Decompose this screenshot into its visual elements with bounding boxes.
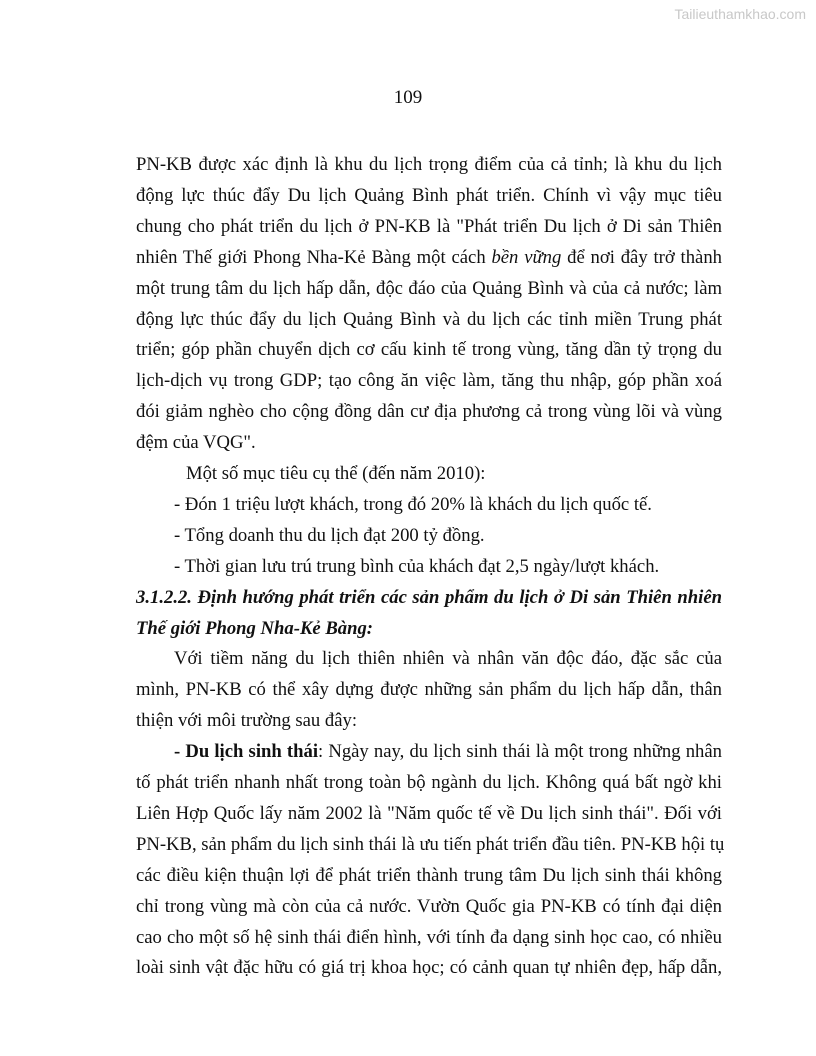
text-line (174, 524, 722, 548)
text-line (136, 400, 722, 424)
text-line (136, 338, 722, 362)
text-line (174, 555, 722, 579)
text-line (136, 864, 722, 888)
section-heading-text: Thế giới Phong Nha-Kẻ Bàng: (136, 617, 374, 639)
text-line (136, 709, 722, 733)
text-line (136, 771, 722, 795)
text-segment: tố phát triển nhanh nhất trong toàn bộ ngành du lịch. Không quá bất ngờ khi (136, 772, 722, 793)
text-segment: nhiên Thế giới Phong Nha-Kẻ Bàng một cách (136, 246, 492, 268)
text-segment: đệm của VQG". (136, 432, 256, 454)
text-line (136, 833, 725, 857)
text-segment: chung cho phát triển du lịch ở PN-KB là "Phát triển Du lịch ở Di sản Thiên (136, 215, 722, 237)
text-segment: động lực thúc đẩy du lịch Quảng Bình và du lịch các tỉnh miền Trung phát (136, 308, 722, 330)
text-line (136, 184, 722, 208)
text-line (136, 246, 722, 270)
text-line (136, 926, 722, 950)
text-segment: PN-KB được xác định là khu du lịch trọng điểm của cả tỉnh; là khu du lịch (136, 154, 722, 175)
text-line (136, 678, 722, 702)
text-segment: một trung tâm du lịch hấp dẫn, độc đáo của Quảng Bình và của cả nước; làm (136, 277, 722, 299)
text-segment: : Ngày nay, du lịch sinh thái là một trong những nhân (318, 741, 722, 763)
text-line (136, 802, 722, 826)
text-segment: đói giảm nghèo cho cộng đồng dân cư địa phương cả trong vùng lõi và vùng (136, 401, 722, 423)
text-segment: lịch-dịch vụ trong GDP; tạo công ăn việc làm, tăng thu nhập, góp phần xoá (136, 370, 722, 392)
text-line (136, 586, 722, 610)
text-line (186, 462, 722, 486)
text-segment: loài sinh vật đặc hữu có giá trị khoa học; có cảnh quan tự nhiên đẹp, hấp dẫn, (136, 957, 722, 979)
watermark: Tailieuthamkhao.com (674, 6, 806, 22)
text-line (136, 956, 722, 980)
text-segment: mình, PN-KB có thể xây dựng được những sản phẩm du lịch hấp dẫn, thân (136, 679, 722, 701)
text-segment: cao cho một số hệ sinh thái điển hình, với tính đa dạng sinh học cao, có nhiều (136, 926, 722, 948)
bold-term: - Du lịch sinh thái (174, 741, 319, 763)
text-segment: - Tổng doanh thu du lịch đạt 200 tỷ đồng. (174, 524, 485, 546)
text-line (136, 153, 722, 177)
text-line (174, 493, 722, 517)
text-line (174, 647, 722, 671)
text-segment: chỉ trong vùng mà còn của cả nước. Vườn Quốc gia PN-KB có tính đại diện (136, 895, 722, 917)
section-heading-text: 3.1.2.2. Định hướng phát triển các sản phẩm du lịch ở Di sản Thiên nhiên (136, 586, 722, 608)
text-line (136, 895, 722, 919)
emphasis-text: bền vững (491, 246, 562, 268)
text-segment: động lực thúc đẩy Du lịch Quảng Bình phát triển. Chính vì vậy mục tiêu (136, 184, 722, 206)
text-line (136, 431, 722, 455)
text-segment: triển; góp phần chuyển dịch cơ cấu kinh tế trong vùng, tăng dần tỷ trọng du (136, 339, 722, 361)
text-line (136, 617, 722, 641)
text-line (136, 369, 722, 393)
text-line (174, 740, 722, 764)
text-line (136, 308, 722, 332)
text-segment: PN-KB, sản phẩm du lịch sinh thái là ưu tiến phát triển đầu tiên. PN-KB hội tụ (136, 833, 725, 855)
text-line (136, 277, 722, 301)
text-segment: Với tiềm năng du lịch thiên nhiên và nhân văn độc đáo, đặc sắc của (174, 648, 722, 670)
text-segment: các điều kiện thuận lợi để phát triển thành trung tâm Du lịch sinh thái không (136, 864, 722, 886)
text-line (136, 215, 722, 239)
text-segment: Một số mục tiêu cụ thể (đến năm 2010): (186, 463, 486, 484)
text-segment: thiện với môi trường sau đây: (136, 710, 358, 732)
text-segment: để nơi đây trở thành (561, 246, 722, 268)
text-segment: Liên Hợp Quốc lấy năm 2002 là "Năm quốc tế về Du lịch sinh thái". Đối với (136, 802, 722, 824)
text-segment: - Thời gian lưu trú trung bình của khách đạt 2,5 ngày/lượt khách. (174, 555, 660, 577)
page-number: 109 (393, 87, 423, 108)
text-segment: - Đón 1 triệu lượt khách, trong đó 20% là khách du lịch quốc tế. (174, 493, 652, 515)
